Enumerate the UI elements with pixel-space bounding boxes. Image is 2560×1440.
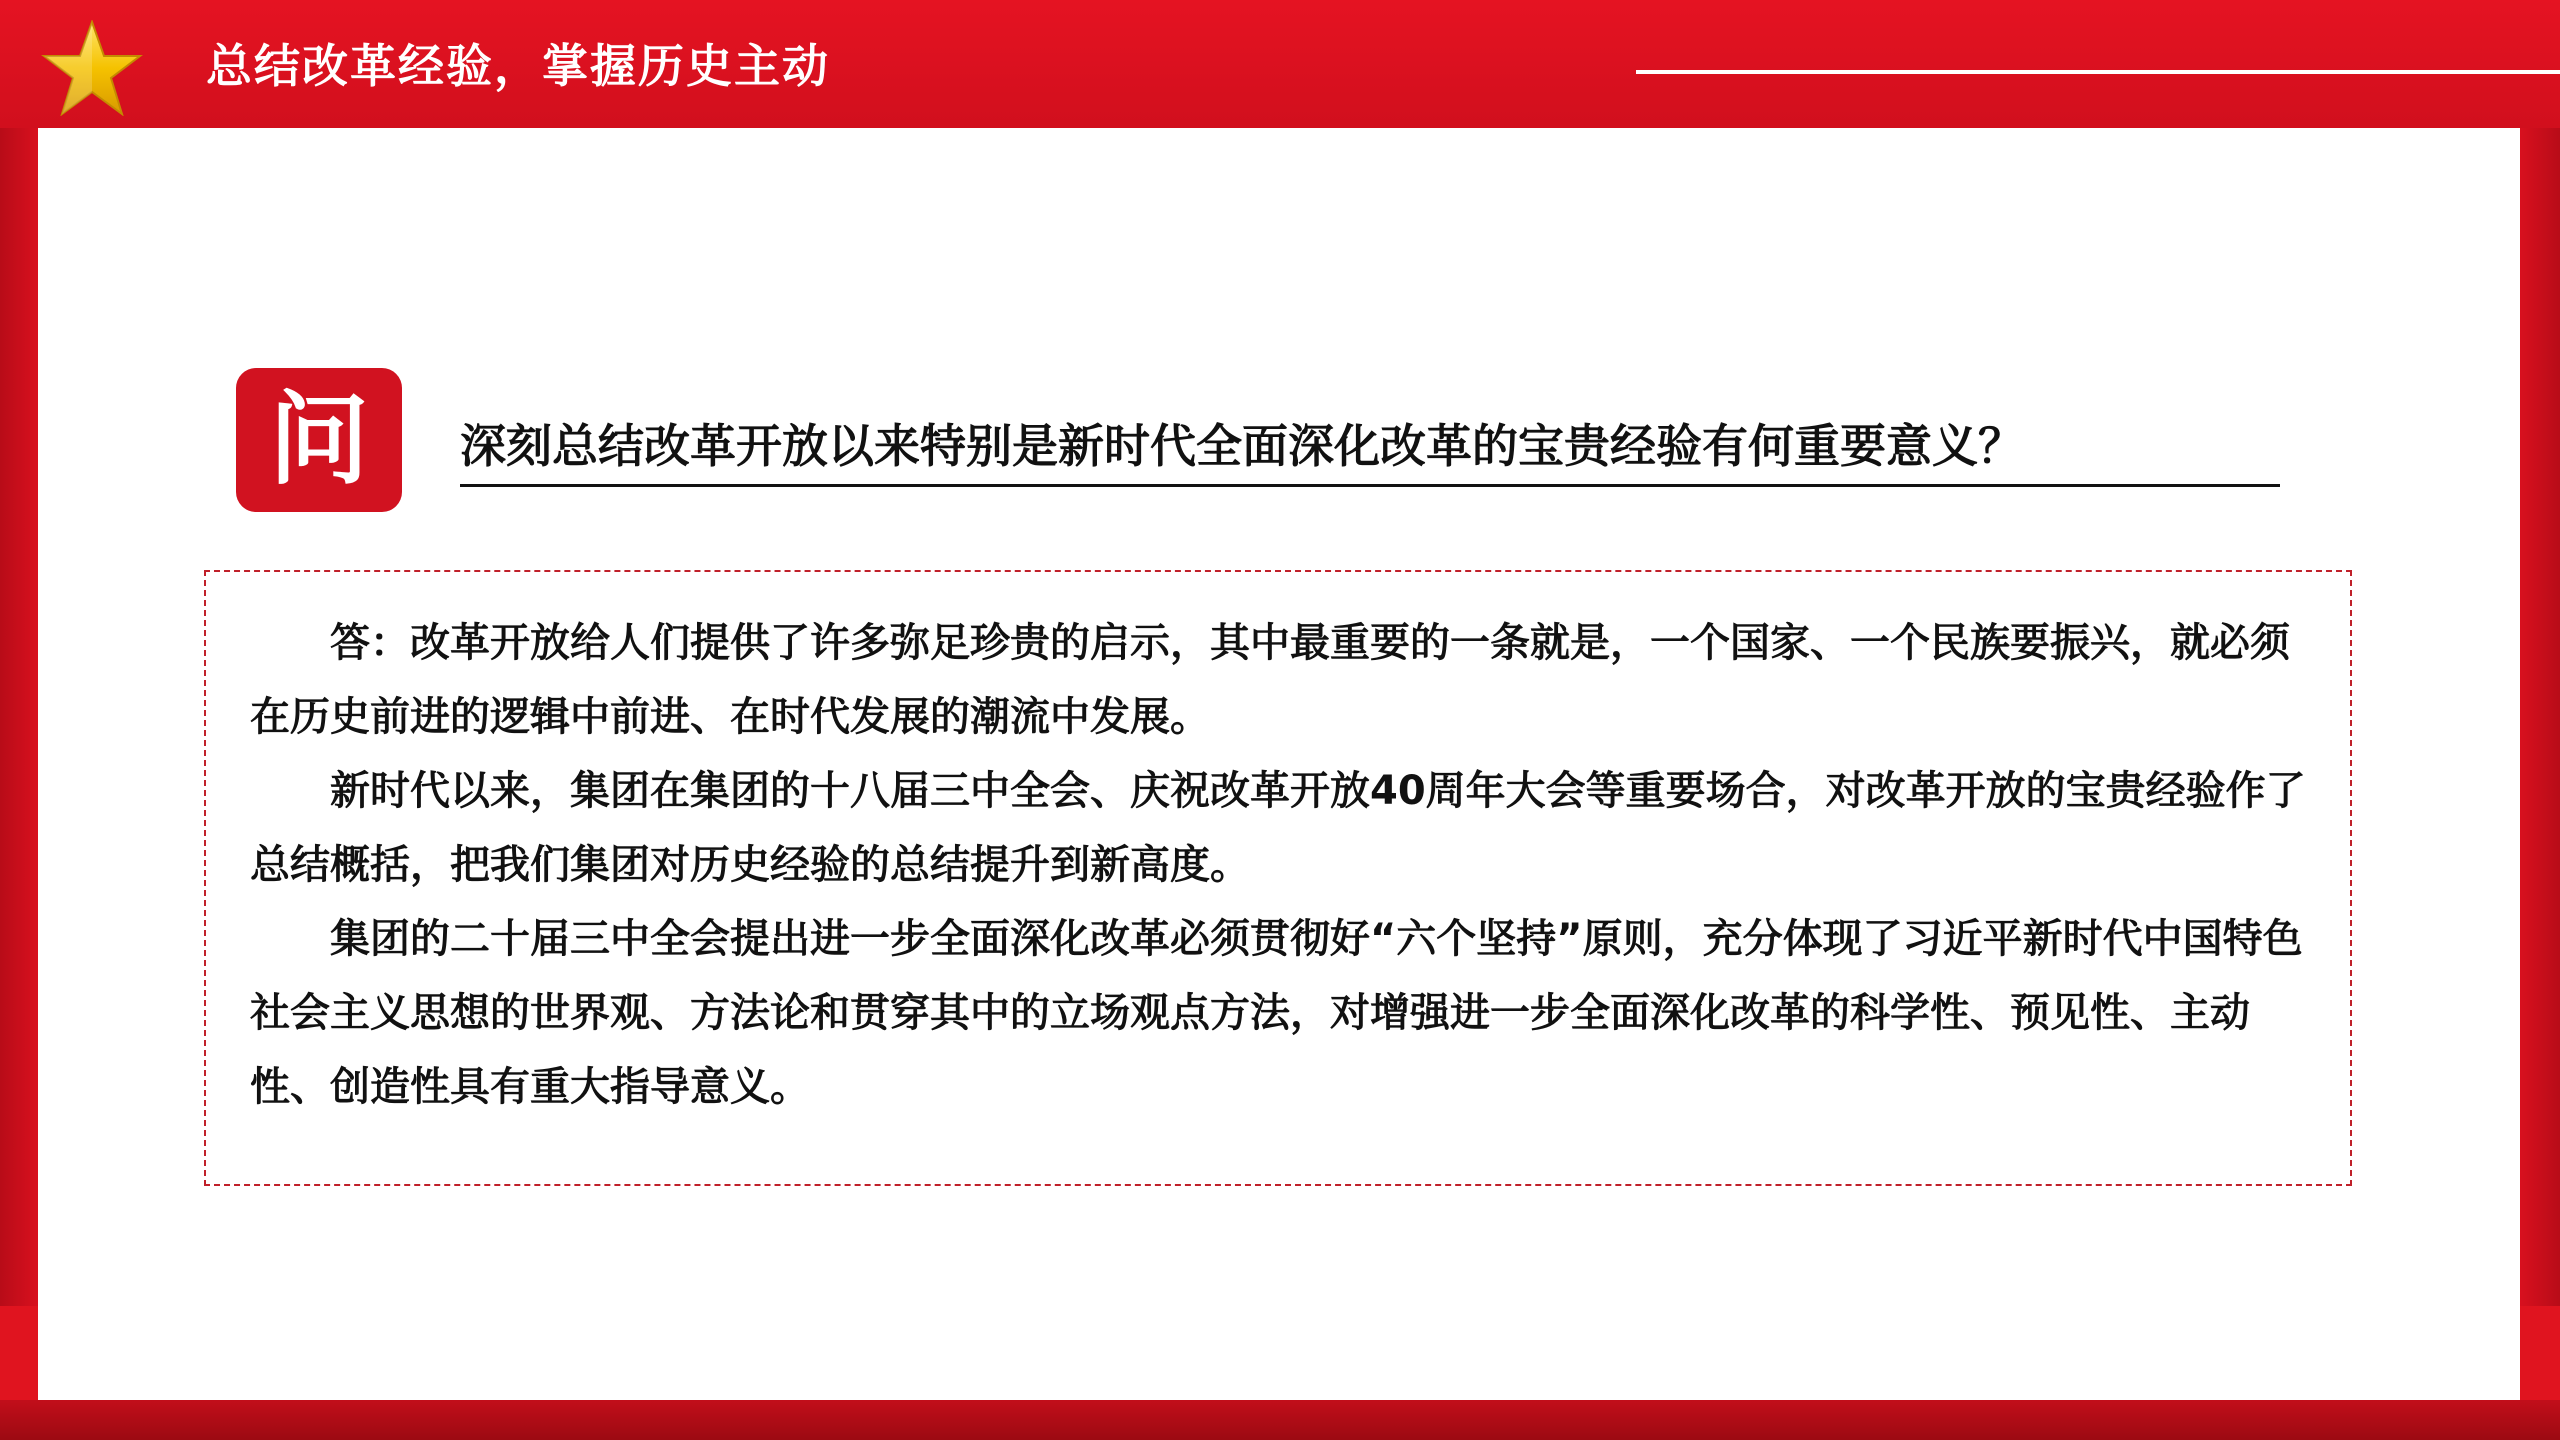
header-title: 总结改革经验，掌握历史主动 [206, 39, 830, 93]
frame-right-border [2520, 128, 2560, 1400]
frame-left-border [0, 128, 38, 1400]
question-badge: 问 [236, 368, 402, 512]
question-text: 深刻总结改革开放以来特别是新时代全面深化改革的宝贵经验有何重要意义？ [460, 410, 2280, 487]
header-bar [0, 0, 2560, 128]
answer-paragraph: 集团的二十届三中全会提出进一步全面深化改革必须贯彻好“六个坚持”原则，充分体现了习近平新时代中国特色社会主义思想的世界观、方法论和贯穿其中的立场观点方法，对增强进一步全面深化改革的科学性、预见性、主动性、创造性具有重大指导意义。 [250, 916, 2303, 1110]
answer-text [250, 606, 2310, 1124]
answer-paragraph: 新时代以来，集团在集团的十八届三中全会、庆祝改革开放40周年大会等重要场合，对改革开放的宝贵经验作了总结概括，把我们集团对历史经验的总结提升到新高度。 [250, 768, 2306, 888]
answer-paragraph: 答：改革开放给人们提供了许多弥足珍贵的启示，其中最重要的一条就是，一个国家、一个民族要振兴，就必须在历史前进的逻辑中前进、在时代发展的潮流中发展。 [250, 620, 2290, 740]
bottom-right-accent [2520, 1306, 2560, 1400]
bottom-left-accent [0, 1306, 38, 1400]
star-icon [40, 20, 144, 116]
header-divider-line [1636, 70, 2560, 74]
bottom-band [0, 1400, 2560, 1440]
